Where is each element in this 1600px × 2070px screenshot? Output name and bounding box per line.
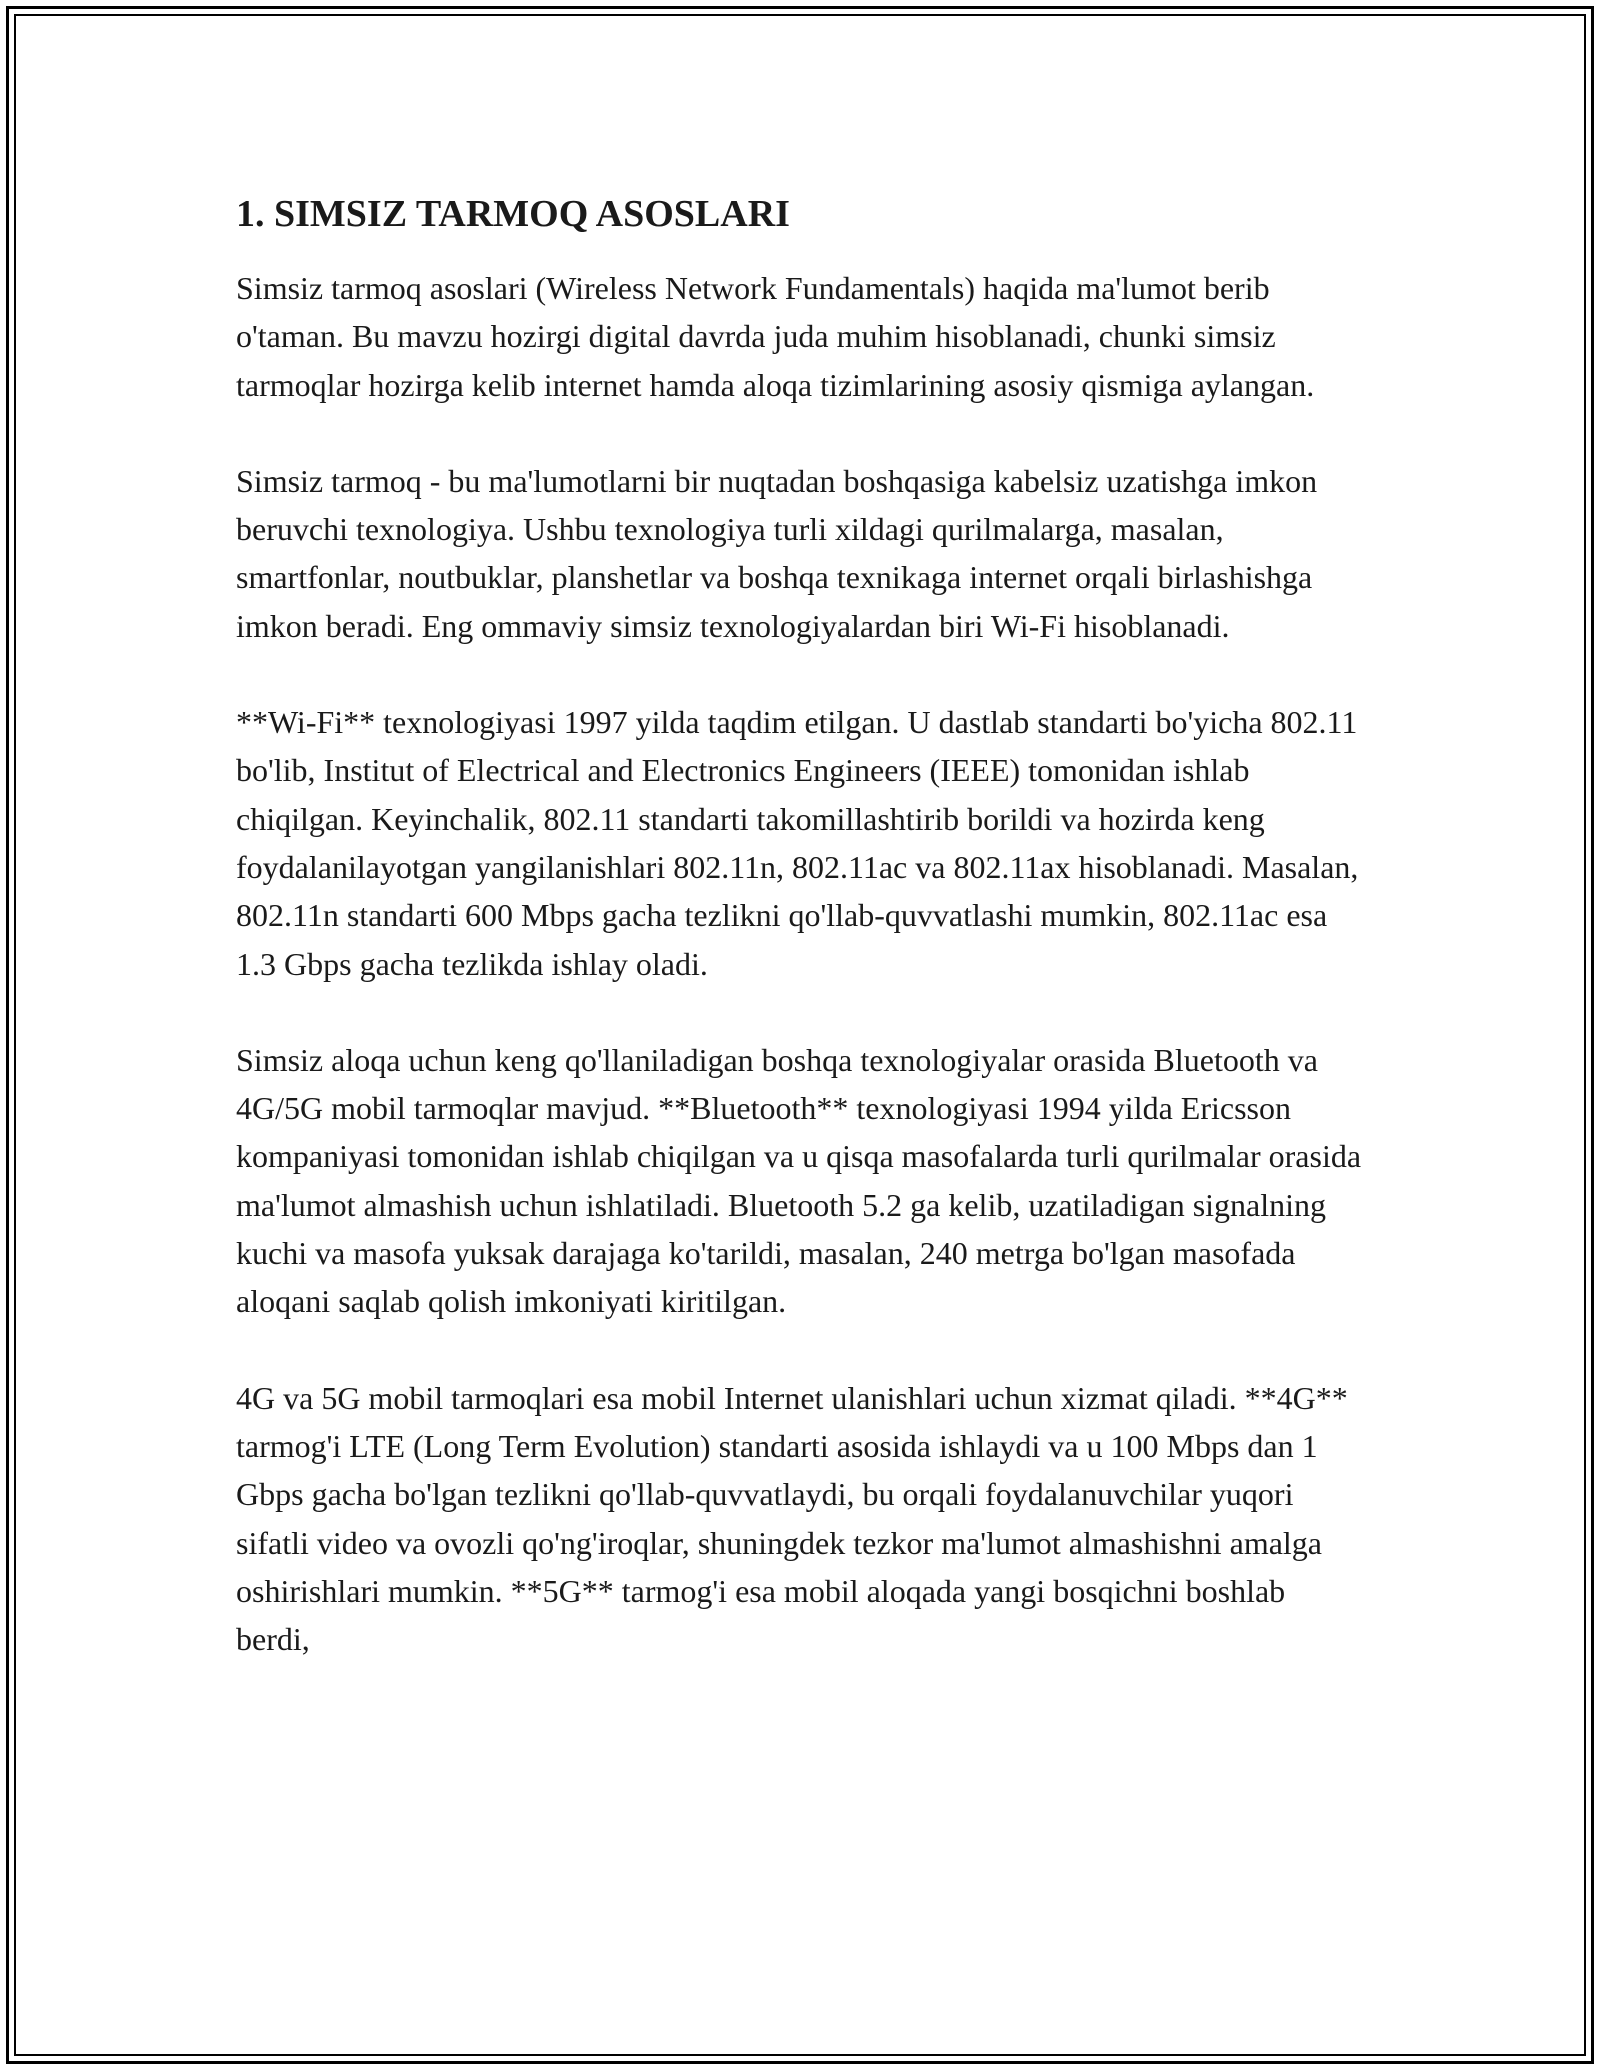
paragraph-definition: Simsiz tarmoq - bu ma'lumotlarni bir nuqtadan boshqasiga kabelsiz uzatishga imkon beruvchi texnologiya. Ushbu texnologiya turli xildagi qurilmalarga, masalan, smartfonlar, noutbuklar, planshetlar va boshqa texnikaga internet orqali birlashishga imkon beradi. Eng ommaviy simsiz texnologiyalardan biri Wi-Fi hisoblanadi.: [236, 462, 1318, 644]
paragraph-intro: Simsiz tarmoq asoslari (Wireless Network Fundamentals) haqida ma'lumot berib o'taman. Bu mavzu hozirgi digital davrda juda muhim hisoblanadi, chunki simsiz tarmoqlar hozirga kelib internet hamda aloqa tizimlarining asosiy qismiga aylangan.: [236, 270, 1315, 403]
paragraph-bluetooth: Simsiz aloqa uchun keng qo'llaniladigan boshqa texnologiyalar orasida Bluetooth va 4G/5G mobil tarmoqlar mavjud. **Bluetooth** texnologiyasi 1994 yilda Ericsson kompaniyasi tomonidan ishlab chiqilgan va u qisqa masofalarda turli qurilmalar orasida ma'lumot almashish uchun ishlatiladi. Bluetooth 5.2 ga kelib, uzatiladigan signalning kuchi va masofa yuksak darajaga ko'tarildi, masalan, 240 metrga bo'lgan masofada aloqani saqlab qolish imkoniyati kiritilgan.: [236, 1041, 1362, 1320]
paragraph-wifi: **Wi-Fi** texnologiyasi 1997 yilda taqdim etilgan. U dastlab standarti bo'yicha 802.11 bo'lib, Institut of Electrical and Electronics Engineers (IEEE) tomonidan ishlab chiqilgan. Keyinchalik, 802.11 standarti takomillashtirib borildi va hozirda keng foydalanilayotgan yangilanishlari 802.11n, 802.11ac va 802.11ax hisoblanadi. Masalan, 802.11n standarti 600 Mbps gacha tezlikni qo'llab-quvvatlashi mumkin, 802.11ac esa 1.3 Gbps gacha tezlikda ishlay oladi.: [236, 704, 1359, 982]
section-heading: 1. SIMSIZ TARMOQ ASOSLARI: [236, 193, 790, 235]
paragraph-mobile-networks: 4G va 5G mobil tarmoqlari esa mobil Internet ulanishlari uchun xizmat qiladi. **4G** tarmog'i LTE (Long Term Evolution) standarti asosida ishlaydi va u 100 Mbps dan 1 Gbps gacha bo'lgan tezlikni qo'llab-quvvatlaydi, bu orqali foydalanuvchilar yuqori sifatli video va ovozli qo'ng'iroqlar, shuningdek tezkor ma'lumot almashishni amalga oshirishlari mumkin. **5G** tarmog'i esa mobil aloqada yangi bosqichni boshlab berdi,: [236, 1379, 1348, 1658]
document-body: [236, 188, 1366, 1663]
